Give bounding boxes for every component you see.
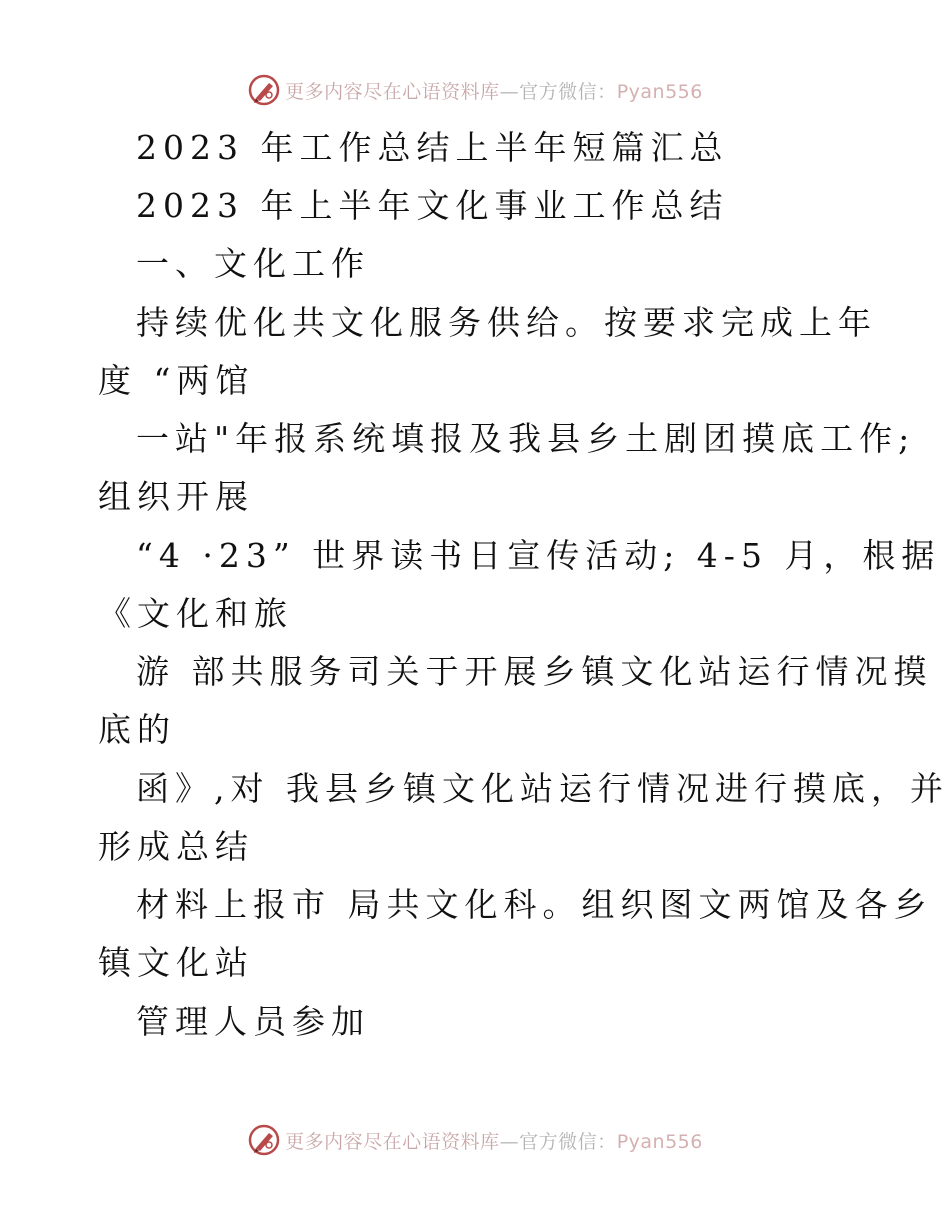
paragraph-line: 管理人员参加 bbox=[136, 1002, 370, 1041]
paragraph-line: 材料上报市 局共文化科。组织图文两馆及各乡 bbox=[136, 885, 933, 924]
watermark-wechat-id: Pyan556 bbox=[616, 80, 703, 103]
paragraph-line: 底的 bbox=[98, 710, 176, 749]
paragraph-line: 《文化和旅 bbox=[98, 594, 293, 633]
doc-subtitle: 2023 年上半年文化事业工作总结 bbox=[136, 186, 729, 225]
header-watermark bbox=[0, 70, 950, 110]
watermark-separator: — bbox=[499, 80, 520, 103]
paragraph-line: 组织开展 bbox=[98, 477, 254, 516]
watermark-wechat-id: Pyan556 bbox=[616, 1130, 703, 1153]
watermark-brand: 更多内容尽在心语资料库 bbox=[285, 1130, 500, 1153]
paragraph-line: 游 部共服务司关于开展乡镇文化站运行情况摸 bbox=[136, 652, 933, 691]
paragraph-line: 形成总结 bbox=[98, 827, 254, 866]
section-heading: 一、文化工作 bbox=[136, 244, 370, 283]
watermark-official-label: 官方微信： bbox=[519, 80, 617, 103]
watermark-brand: 更多内容尽在心语资料库 bbox=[285, 80, 500, 103]
watermark-separator: — bbox=[499, 1130, 520, 1153]
paragraph-line: 函》,对 我县乡镇文化站运行情况进行摸底，并 bbox=[136, 769, 949, 808]
paragraph-line: 镇文化站 bbox=[98, 943, 254, 982]
pen-logo-icon bbox=[247, 1123, 281, 1157]
watermark-official-label: 官方微信： bbox=[519, 1130, 617, 1153]
paragraph-line: “4 ·23” 世界读书日宣传活动; 4-5 月，根据 bbox=[136, 536, 941, 575]
paragraph-line: 一站"年报系统填报及我县乡土剧团摸底工作; bbox=[136, 419, 916, 458]
doc-title: 2023 年工作总结上半年短篇汇总 bbox=[136, 128, 729, 167]
watermark-text bbox=[285, 1127, 703, 1154]
watermark-text bbox=[285, 77, 703, 104]
pen-logo-icon bbox=[247, 73, 281, 107]
footer-watermark bbox=[0, 1120, 950, 1160]
paragraph-line: 度 “两馆 bbox=[98, 361, 255, 400]
paragraph-line: 持续优化共文化服务供给。按要求完成上年 bbox=[136, 303, 877, 342]
